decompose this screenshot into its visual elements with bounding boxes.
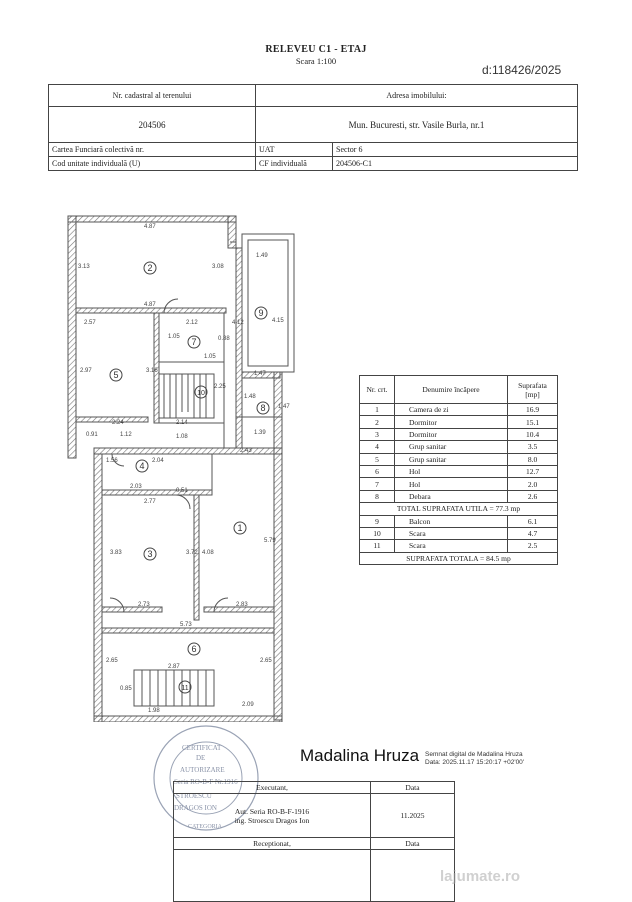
room-label-1: 1 <box>237 523 243 533</box>
carte-funciara-label: Cartea Funciară colectivă nr. <box>49 143 256 157</box>
plan-dim: 1.05 <box>168 334 180 340</box>
plan-dim: 1.08 <box>176 434 188 440</box>
plan-dim: 2.65 <box>106 658 118 664</box>
svg-text:STROESCU: STROESCU <box>176 792 212 800</box>
table-row: 4 Grup sanitar 3.5 <box>360 441 558 453</box>
plan-dim: 2.14 <box>176 420 188 426</box>
plan-dim: 3.13 <box>78 264 90 270</box>
plan-dim: 5.73 <box>180 622 192 628</box>
address-label: Adresa imobilului: <box>256 85 578 107</box>
room-label-11: 11 <box>181 685 189 692</box>
plan-dim: 2.43 <box>240 448 252 454</box>
plan-dim: 2.04 <box>152 458 164 464</box>
room-label-6: 6 <box>191 644 197 654</box>
room-label-2: 2 <box>147 263 153 273</box>
plan-dim: 1.49 <box>256 253 268 259</box>
table-row: 5 Grup sanitar 8.0 <box>360 453 558 465</box>
svg-text:DRAGOS ION: DRAGOS ION <box>174 804 217 812</box>
plan-dim: 3.83 <box>110 550 122 556</box>
col-nr-header: Nr. crt. <box>360 376 395 404</box>
plan-dim: 4.08 <box>202 550 214 556</box>
plan-dim: 1.47 <box>278 404 290 410</box>
cf-individuala-label: CF individuală <box>256 157 333 171</box>
room-label-3: 3 <box>147 549 153 559</box>
executant-line: Aut. Seria RO-B-F-1916 <box>234 806 310 816</box>
table-row: 2 Dormitor 15.1 <box>360 416 558 428</box>
cadastral-info-table <box>48 84 578 171</box>
table-row: 1 Camera de zi 16.9 <box>360 404 558 416</box>
plan-dim: 5.79 <box>264 538 276 544</box>
plan-dim: 4.87 <box>144 302 156 308</box>
signature-meta <box>425 751 524 767</box>
room-area-table <box>359 375 558 565</box>
plan-dim: 1.05 <box>204 354 216 360</box>
cadastral-value: 204506 <box>49 107 256 143</box>
plan-dim: 1.12 <box>120 432 132 438</box>
plan-dim: 0.91 <box>86 432 98 438</box>
col-name-header: Denumire încăpere <box>395 376 508 404</box>
table-row: 6 Hol 12.7 <box>360 465 558 477</box>
plan-dim: 1.47 <box>254 371 266 377</box>
plan-dim: 2.83 <box>236 602 248 608</box>
executant-label: Executant, <box>174 782 371 794</box>
plan-dim: 2.65 <box>260 658 272 664</box>
cf-individuala-value: 204506-C1 <box>333 157 578 171</box>
table-row: 9 Balcon 6.1 <box>360 515 558 527</box>
table-row: 3 Dormitor 10.4 <box>360 428 558 440</box>
plan-dim: 0.88 <box>218 336 230 342</box>
room-label-8: 8 <box>260 403 266 413</box>
plan-dim: 0.51 <box>176 488 188 494</box>
room-label-5: 5 <box>113 370 119 380</box>
plan-dim: 2.24 <box>112 420 124 426</box>
table-row: 10 Scara 4.7 <box>360 527 558 539</box>
date-label-2: Data <box>371 838 455 850</box>
cod-unitate-label: Cod unitate individuală (U) <box>49 157 256 171</box>
date-label: Data <box>371 782 455 794</box>
svg-text:DE: DE <box>196 754 206 762</box>
receptionat-value <box>174 850 371 902</box>
svg-text:CERTIFICAT: CERTIFICAT <box>182 744 222 752</box>
executant-line: ing. Stroescu Dragos Ion <box>234 815 310 825</box>
plan-dim: 2.87 <box>168 664 180 670</box>
col-area-header: Suprafata [mp] <box>508 376 558 404</box>
svg-text:Seria RO-B-F Nr.1916: Seria RO-B-F Nr.1916 <box>174 778 238 786</box>
plan-dim: 0.85 <box>120 686 132 692</box>
svg-text:CATEGORIA: CATEGORIA <box>188 824 222 830</box>
cadastral-label: Nr. cadastral al terenului <box>49 85 256 107</box>
room-label-4: 4 <box>139 461 145 471</box>
total-area: SUPRAFATA TOTALA = 84.5 mp <box>360 552 558 564</box>
signature-meta-line: Semnat digital de Madalina Hruza <box>425 751 523 758</box>
plan-dim: 3.16 <box>146 368 158 374</box>
table-row: 8 Debara 2.6 <box>360 490 558 502</box>
plan-dim: 3.08 <box>212 264 224 270</box>
document-scale: Scara 1:100 <box>295 56 337 66</box>
plan-dim: 4.87 <box>144 224 156 230</box>
svg-text:AUTORIZARE: AUTORIZARE <box>180 766 225 774</box>
executant-table <box>173 781 455 902</box>
plan-dim: 1.56 <box>106 458 118 464</box>
table-row: 7 Hol 2.0 <box>360 478 558 490</box>
watermark: lajumate.ro <box>440 868 521 885</box>
uat-value: Sector 6 <box>333 143 578 157</box>
room-label-7: 7 <box>191 337 197 347</box>
plan-dim: 1.98 <box>148 708 160 714</box>
plan-dim: 1.48 <box>244 394 256 400</box>
plan-dim: 2.09 <box>242 702 254 708</box>
plan-dim: 4.12 <box>232 320 244 326</box>
plan-dim: 1.39 <box>254 430 266 436</box>
executant-value <box>174 794 371 838</box>
plan-dim: 2.03 <box>130 484 142 490</box>
document-title: RELEVEU C1 - ETAJ <box>265 44 367 55</box>
plan-dim: 2.57 <box>84 320 96 326</box>
document-reference: d:118426/2025 <box>482 63 562 77</box>
plan-dim: 3.72 <box>186 550 198 556</box>
room-label-10: 10 <box>197 390 205 397</box>
plan-dim: 2.97 <box>80 368 92 374</box>
plan-dim: 2.73 <box>138 602 150 608</box>
room-label-9: 9 <box>258 308 264 318</box>
date-value: 11.2025 <box>371 794 455 838</box>
plan-dim: 2.25 <box>214 384 226 390</box>
total-useful-area: TOTAL SUPRAFATA UTILA = 77.3 mp <box>360 503 558 515</box>
plan-dim: 2.12 <box>186 320 198 326</box>
signature-meta-line: Data: 2025.11.17 15:20:17 +02'00' <box>425 759 525 766</box>
receptionat-label: Receptionat, <box>174 838 371 850</box>
uat-label: UAT <box>256 143 333 157</box>
address-value: Mun. Bucuresti, str. Vasile Burla, nr.1 <box>256 107 578 143</box>
plan-dim: 2.77 <box>144 499 156 505</box>
signature-name: Madalina Hruza <box>300 746 420 765</box>
floor-plan <box>64 212 304 722</box>
plan-dim: 4.15 <box>272 318 284 324</box>
table-row: 11 Scara 2.5 <box>360 540 558 552</box>
